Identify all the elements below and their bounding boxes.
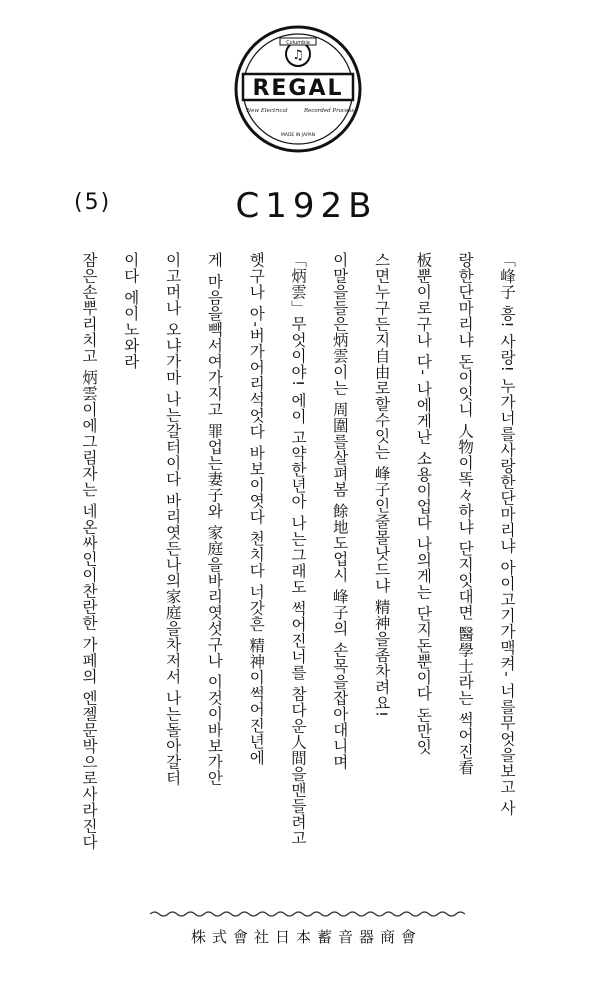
text-column: 「炳雲」무엇이야! 에이 고약한년아 나는그래도 썩어진너를 참다운人間을맨들려고: [288, 252, 307, 846]
text-column: 게 마음을빽서여가지고 罪업는妻子와 家庭을바리엿섯구나 이것이바보가안: [205, 252, 224, 786]
label-bottom-text: MADE IN JAPAN: [280, 133, 316, 138]
record-number: C192B: [235, 186, 378, 226]
text-column: 板뿐이로구나 다- 나에게난 소용이업다 나의게는 단지돈뿐이다 돈만잇: [414, 252, 433, 755]
text-column: 이다 에이노와라: [121, 252, 140, 370]
page-number: (5): [74, 190, 112, 215]
text-column: 랑한단마리냐 돈이잇니 人物이똑々하냐 단지잇대면 醫學士라는 썩어진看: [456, 252, 475, 776]
text-column: 「峰子 흥! 사랑! 누가너를사랑한단마리냐 아이고기가맥켜- 너를무엇을보고 사: [497, 252, 516, 817]
publisher-footer: 株式會社日本蓄音器商會: [190, 928, 422, 946]
lyrics-body: [78, 252, 518, 900]
label-left-text: New Electrical: [246, 108, 288, 114]
text-column: 햇구나 아-버가어리석엇다 바보이엿다 천치다 너갓흔 精神이썩어진년에: [247, 252, 266, 766]
footer-divider: [150, 910, 465, 918]
text-column: 이말을들은炳雲이는 周圍를살펴봄 餘地도업시 峰子의 손목을잡아대니며: [330, 252, 349, 770]
record-label-emblem: [233, 24, 363, 154]
text-column: 스면누구든지自由로할수잇는 峰子인줄몰낫드냐 精神을좀차려요!: [372, 252, 391, 718]
brand-name: REGAL: [252, 76, 344, 101]
regal-label-logo: [233, 24, 363, 154]
label-top-text: Columbia: [286, 40, 310, 46]
text-column: 이고머나 오냐가마 나는갈터이다 바리엿든나의家庭을차저서 나는돌아갈터: [163, 252, 182, 786]
svg-text:♫: ♫: [292, 48, 304, 63]
label-right-text: Recorded Process: [303, 108, 355, 114]
text-column: 잠은손뿌리치고 炳雲이에그림자는 네온싸인이찬란한 가페의 엔젤문박으로사라진다: [80, 252, 98, 850]
